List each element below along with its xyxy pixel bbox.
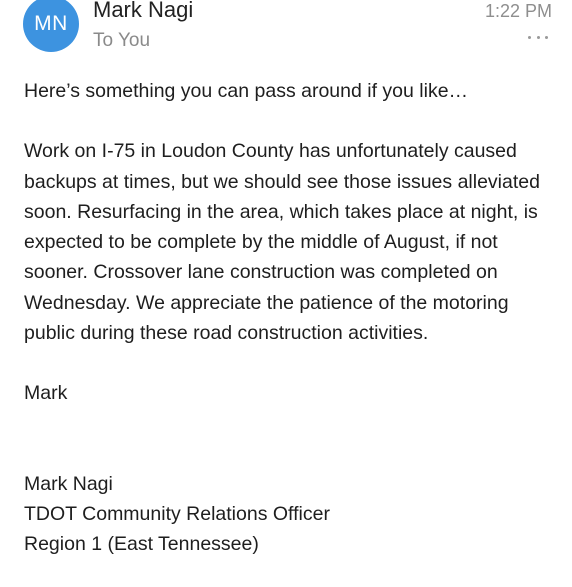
more-options-icon[interactable]	[528, 32, 548, 42]
more-dot	[545, 36, 548, 39]
more-dot	[528, 36, 531, 39]
avatar[interactable]: MN	[23, 0, 79, 52]
message-time: 1:22 PM	[484, 1, 552, 21]
more-dot	[537, 36, 540, 39]
message-signoff: Mark	[24, 382, 68, 405]
signature-name: Mark Nagi	[24, 472, 113, 495]
signature-region: Region 1 (East Tennessee)	[24, 533, 259, 556]
signature-title: TDOT Community Relations Officer	[24, 502, 330, 525]
message-paragraph: Work on I-75 in Loudon County has unfortunately caused backups at times, but we should see those issues alleviated soon. Resurfacing in the area, which takes place at night, is expected to be complete by the middle of August, if not sooner. Crossover lane construction was completed on Wednesday. We appreciate the patience of the motoring public during these road construction activities.	[24, 140, 540, 345]
message-body	[24, 76, 560, 560]
recipient-line: To You	[93, 30, 151, 51]
sender-name[interactable]: Mark Nagi	[93, 0, 194, 22]
message-header	[0, 0, 572, 70]
message-intro: Here’s something you can pass around if you like…	[24, 80, 469, 102]
